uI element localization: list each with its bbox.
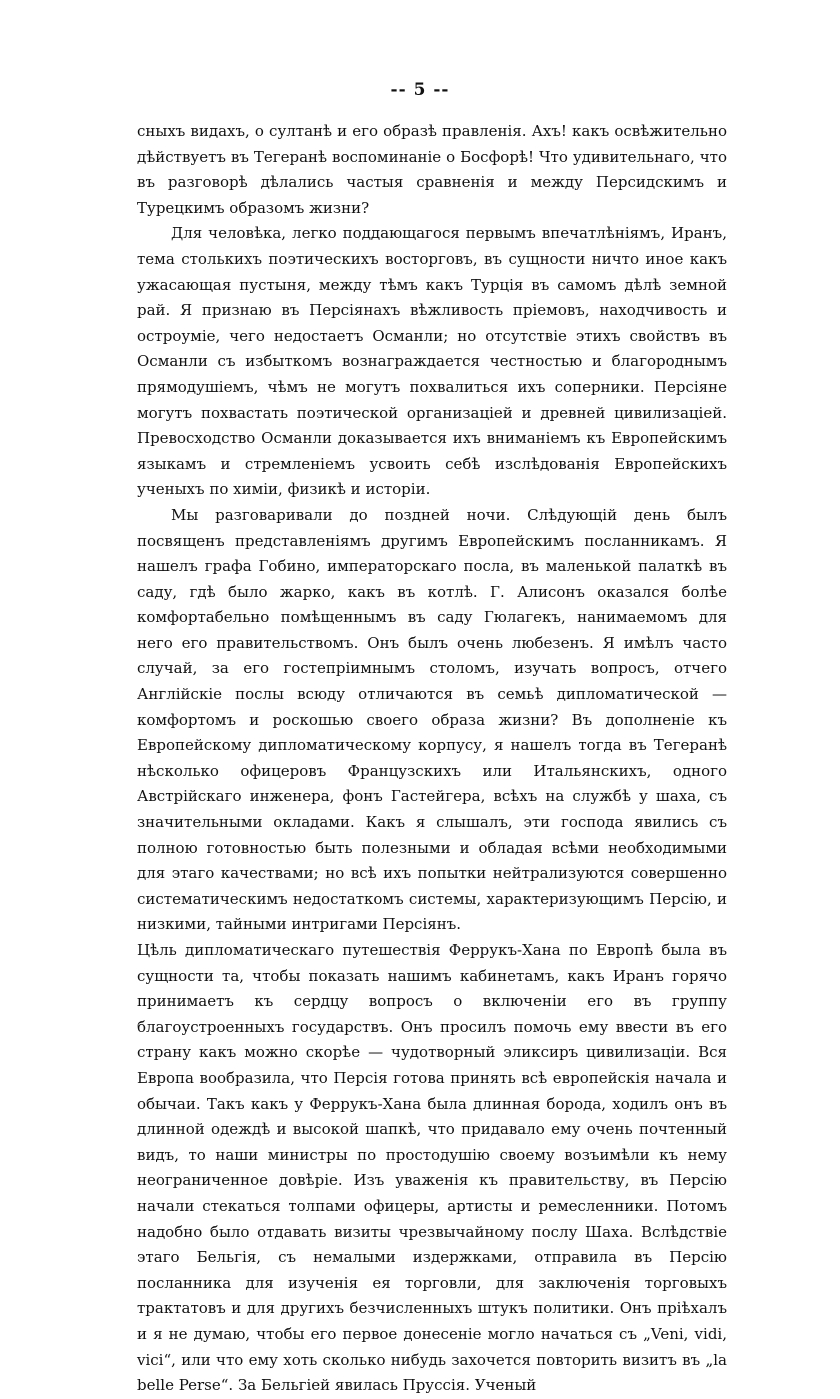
body-text xyxy=(137,119,727,1399)
paragraph-4: Цѣль дипломатическаго путешествія Феррукъ-Хана по Европѣ была въ сущности та, чтобы показать нашимъ кабинетамъ, какъ Иранъ горячо принимаетъ къ сердцу вопросъ о включеніи его въ группу благоустроенныхъ государствъ. Онъ просилъ помочь ему ввести въ его страну какъ можно скорѣе — чудотворный эликсиръ цивилизаціи. Вся Европа вообразила, что Персія готова принять всѣ европейскія начала и обычаи. Такъ какъ у Феррукъ-Хана была длинная борода, ходилъ онъ въ длинной одеждѣ и высокой шапкѣ, что придавало ему очень почтенный видъ, то наши министры по простодушію своему возъимѣли къ нему неограниченное довѣріе. Изъ уваженія къ правительству, въ Персію начали стекаться толпами офицеры, артисты и ремесленники. Потомъ надобно было отдавать визиты чрезвычайному послу Шаха. Вслѣдствіе этаго Бельгія, съ немалыми издержками, отправила въ Персію посланника для изученія ея торговли, для заключенія торговыхъ трактатовъ и для другихъ безчисленныхъ штукъ политики. Онъ пріѣхалъ и я не думаю, чтобы его первое донесеніе могло начаться съ „Veni, vidi, vici“, или что ему хоть сколько нибудь захочется повторить визитъ въ „la belle Perse“. За Бельгіей явилась Пруссія. Ученый xyxy=(137,941,727,1395)
page-number: -- 5 -- xyxy=(390,80,450,100)
paragraph-3: Мы разговаривали до поздней ночи. Слѣдующій день былъ посвященъ представленіямъ другимъ Европейскимъ посланникамъ. Я нашелъ графа Гобино, императорскаго посла, въ маленькой палаткѣ въ саду, гдѣ было жарко, какъ въ котлѣ. Г. Алисонъ оказался болѣе комфортабельно помѣщеннымъ въ саду Гюлагекъ, нанимаемомъ для него его правительствомъ. Онъ былъ очень любезенъ. Я имѣлъ часто случай, за его гостепріимнымъ столомъ, изучать вопросъ, отчего Англійскіе послы всюду отличаются въ семьѣ дипломатической — комфортомъ и роскошью своего образа жизни? Въ дополненіе къ Европейскому дипломатическому корпусу, я нашелъ тогда въ Тегеранѣ нѣсколько офицеровъ Французскихъ или Итальянскихъ, одного Австрійскаго инженера, фонъ Гастейгера, всѣхъ на службѣ у шаха, съ значительными окладами. Какъ я слышалъ, эти господа явились съ полною готовностью быть полезными и обладая всѣми необходимыми для этаго качествами; но всѣ ихъ попытки нейтрализуются совершенно систематическимъ недостаткомъ системы, характеризующимъ Персію, и низкими, тайными интригами Персіянъ. xyxy=(137,505,727,934)
paragraph-1: сныхъ видахъ, о султанѣ и его образѣ правленія. Ахъ! какъ освѣжительно дѣйствуетъ въ Тегеранѣ воспоминаніе о Босфорѣ! Что удивительнаго, что въ разговорѣ дѣлались частыя сравненія и между Персидскимъ и Турецкимъ образомъ жизни? xyxy=(137,122,727,217)
paragraph-2: Для человѣка, легко поддающагося первымъ впечатлѣніямъ, Иранъ, тема столькихъ поэтическихъ восторговъ, въ сущности ничто иное какъ ужасающая пустыня, между тѣмъ какъ Турція въ самомъ дѣлѣ земной рай. Я признаю въ Персіянахъ вѣжливость пріемовъ, находчивость и остроуміе, чего недостаетъ Османли; но отсутствіе этихъ свойствъ въ Османли съ избыткомъ вознаграждается честностью и благороднымъ прямодушіемъ, чѣмъ не могутъ похвалиться ихъ соперники. Персіяне могутъ похвастать поэтической организаціей и древней цивилизаціей. Превосходство Османли доказывается ихъ вниманіемъ къ Европейскимъ языкамъ и стремленіемъ усвоить себѣ изслѣдованія Европейскихъ ученыхъ по химіи, физикѣ и исторіи. xyxy=(137,224,727,499)
